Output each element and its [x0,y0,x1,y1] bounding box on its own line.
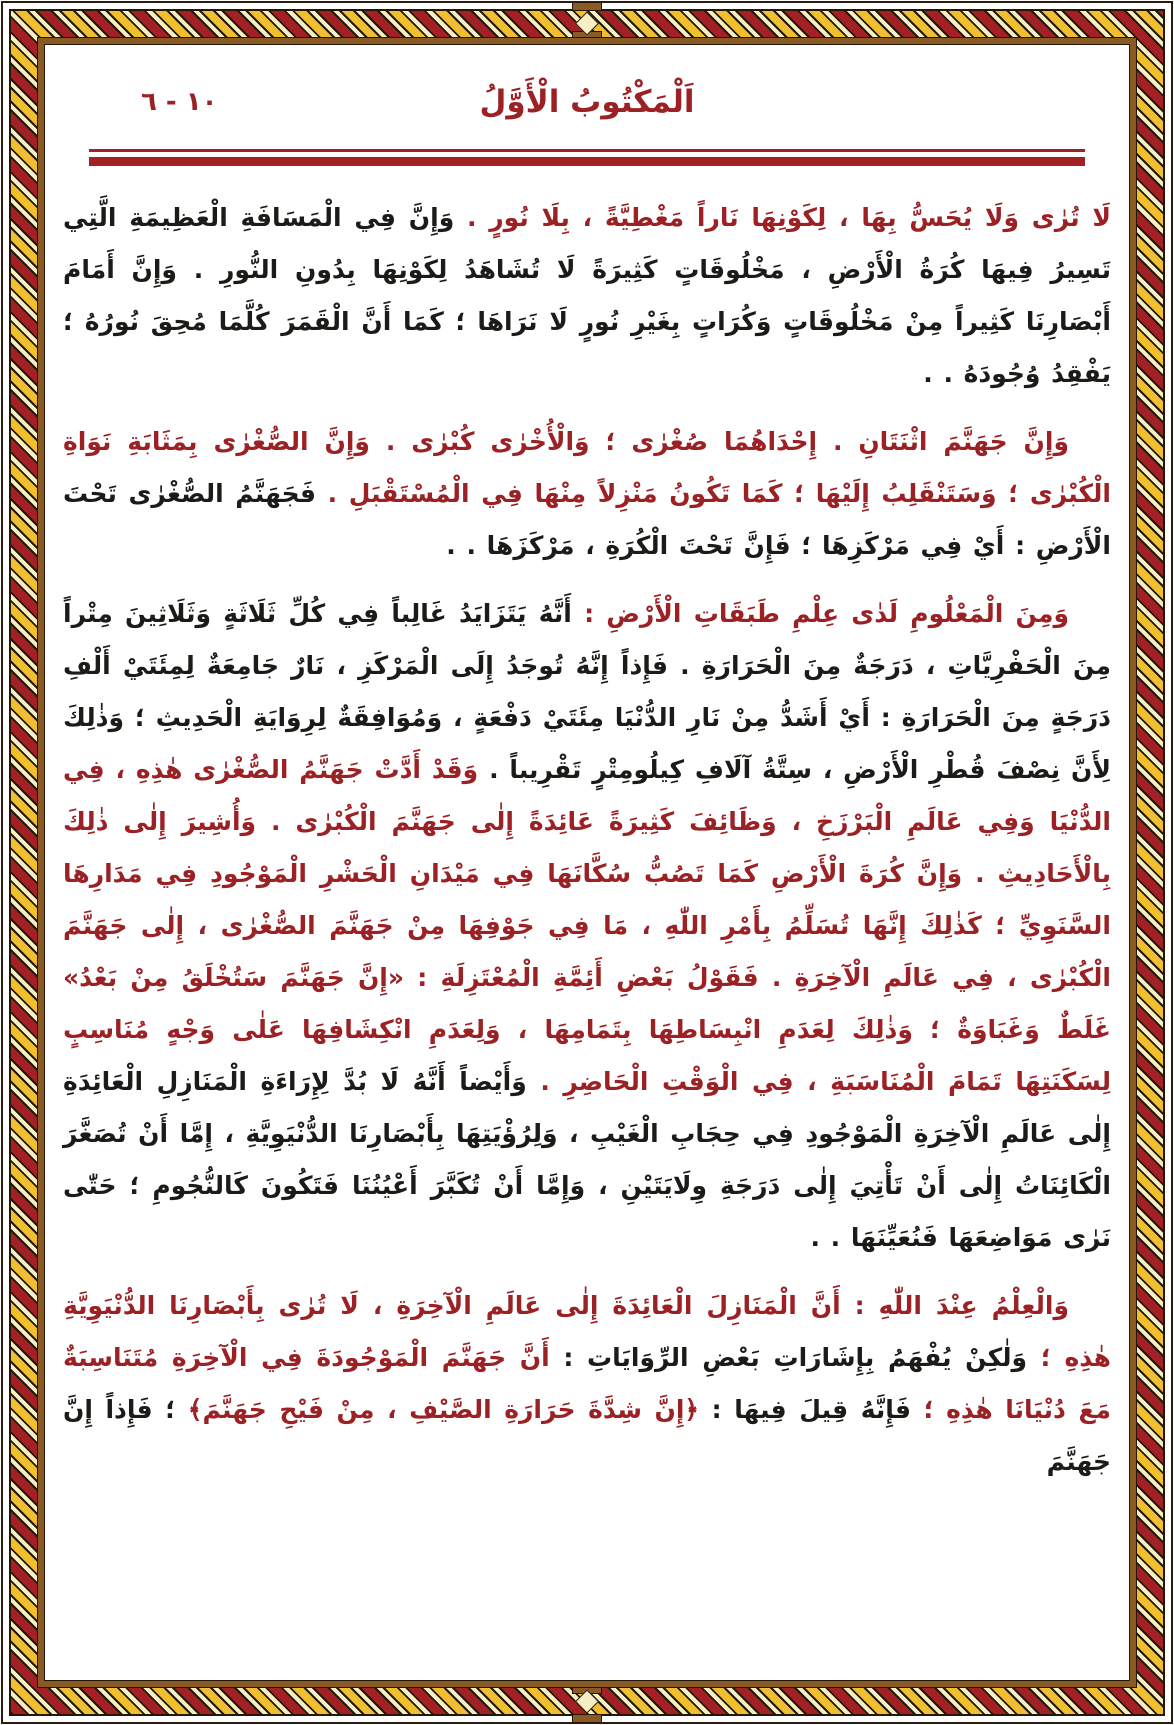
text-segment: وَقَدْ أَدَّتْ جَهَنَّمُ الصُّغْرٰى هٰذِهِ ، فِي الدُّنْيَا وَفِي عَالَمِ الْبَرْزَخِ ، وَظَائِفَ كَثِيرَةً عَائِدَةً إِلٰى جَهَنَّمَ الْكُبْرٰى . وَأُشِيرَ إِلٰى ذٰلِكَ بِالْأَحَادِيثِ . وَإِنَّ كُرَةَ الْأَرْضِ كَمَا تَصُبُّ سُكَّانَهَا فِي مَيْدَانِ الْحَشْرِ الْمَوْجُودِ فِي مَدَارِهَا السَّنَوِيِّ ؛ كَذٰلِكَ إِنَّهَا تُسَلِّمُ بِأَمْرِ اللّٰهِ ، مَا فِي جَوْفِهَا مِنْ جَهَنَّمَ الصُّغْرٰى ، إِلٰى جَهَنَّمَ الْكُبْرٰى ، فِي عَالَمِ الْآخِرَةِ . فَقَوْلُ بَعْضِ أَئِمَّةِ الْمُعْتَزِلَةِ : «إِنَّ جَهَنَّمَ سَتُخْلَقُ مِنْ بَعْدُ» غَلَطٌ وَغَبَاوَةٌ ؛ وَذٰلِكَ لِعَدَمِ انْبِسَاطِهَا بِتَمَامِهَا ، وَلِعَدَمِ انْكِشَافِهَا عَلٰى وَجْهٍ مُنَاسِبٍ لِسَكَنَتِهَا تَمَامَ الْمُنَاسَبَةِ ، فِي الْوَقْتِ الْحَاضِرِ . [63,755,1111,1096]
text-segment: ؛ فَإِذاً إِنَّ جَهَنَّمَ [63,1395,1111,1476]
body-paragraph-1 [63,192,1111,400]
text-segment: وَإِنَّ فِي الْمَسَافَةِ الْعَظِيمَةِ الَّتِي تَسِيرُ فِيهَا كُرَةُ الْأَرْضِ ، مَخْلُوقَاتٍ كَثِيرَةً لَا تُشَاهَدُ لِكَوْنِهَا بِدُونِ النُّورِ . وَإِنَّ أَمَامَ أَبْصَارِنَا كَثِيراً مِنْ مَخْلُوقَاتٍ وَكُرَاتٍ بِغَيْرِ نُورٍ لَا نَرَاهَا ؛ كَمَا أَنَّ الْقَمَرَ كُلَّمَا مُحِقَ نُورُهُ ؛ يَفْقِدُ وُجُودَهُ . . [63,203,1111,388]
page-number: ١٠ - ٦ [141,87,218,117]
page-content [45,45,1129,1680]
body-text [63,192,1111,1488]
body-paragraph-3 [63,588,1111,1264]
text-segment: أَنَّهُ يَتَزَايَدُ غَالِباً فِي كُلِّ ثَلَاثَةٍ وَثَلَاثِينَ مِتْراً مِنَ الْحَفْرِيَّاتِ ، دَرَجَةٌ مِنَ الْحَرَارَةِ . فَإِذاً إِنَّهُ تُوجَدُ إِلَى الْمَرْكَزِ ، نَارٌ جَامِعَةٌ لِمِئَتَيْ أَلْفِ دَرَجَةٍ مِنَ الْحَرَارَةِ : أَيْ أَشَدُّ مِنْ نَارِ الدُّنْيَا مِئَتَيْ دَفْعَةٍ ، وَمُوَافِقَةٌ لِرِوَايَةِ الْحَدِيثِ ؛ وَذٰلِكَ لِأَنَّ نِصْفَ قُطْرِ الْأَرْضِ ، سِتَّةُ آلَافِ كِيلُومِتْرٍ تَقْرِيباً . [63,599,1111,784]
body-paragraph-4 [63,1280,1111,1488]
text-segment: لَا تُرٰى وَلَا يُحَسُّ بِهَا ، لِكَوْنِهَا نَاراً مَغْطِيَّةً ، بِلَا نُورٍ . [454,203,1112,232]
text-segment: وَأَيْضاً أَنَّهُ لَا بُدَّ لِإِرَاءَةِ الْمَنَازِلِ الْعَائِدَةِ إِلٰى عَالَمِ الْآخِرَةِ الْمَوْجُودِ فِي حِجَابِ الْغَيْبِ ، وَلِرُؤْيَتِهَا بِأَبْصَارِنَا الدُّنْيَوِيَّةِ ، إِمَّا أَنْ تُصَغَّرَ الْكَائِنَاتُ إِلٰى أَنْ تَأْتِيَ إِلٰى دَرَجَةِ وِلَايَتَيْنِ ، وَإِمَّا أَنْ تُكَبَّرَ أَعْيُنُنَا فَتَكُونَ كَالنُّجُومِ ؛ حَتّٰى نَرٰى مَوَاضِعَهَا فَنُعَيِّنَهَا . . [63,1067,1111,1252]
border-center-tab-top-outer [572,2,602,11]
text-segment: وَلٰكِنْ يُفْهَمُ بِإِشَارَاتِ بَعْضِ الرِّوَايَاتِ : [549,1343,1028,1372]
page-header [63,71,1111,133]
text-segment: أَنَّ جَهَنَّمَ الْمَوْجُودَةَ فِي الْآخِرَةِ مُتَنَاسِبَةٌ مَعَ دُنْيَانَا هٰذِهِ ؛ [63,1343,1111,1424]
page-title: اَلْمَكْتُوبُ الْأَوَّلُ [479,84,695,120]
header-rule [89,149,1085,166]
border-center-tab-bottom-outer [572,1714,602,1723]
text-segment: وَمِنَ الْمَعْلُومِ لَدٰى عِلْمِ طَبَقَاتِ الْأَرْضِ : [571,599,1070,628]
text-segment: وَإِنَّ جَهَنَّمَ اثْنَتَانِ . إِحْدَاهُمَا صُغْرٰى ؛ وَالْأُخْرٰى كُبْرٰى . وَإِنَّ الصُّغْرٰى بِمَثَابَةِ نَوَاةِ الْكُبْرٰى ؛ وَسَتَنْقَلِبُ إِلَيْهَا ؛ كَمَا تَكُونُ مَنْزِلاً مِنْهَا فِي الْمُسْتَقْبَلِ . [63,427,1111,508]
header-rule-thick-line [89,157,1085,166]
body-paragraph-2 [63,416,1111,572]
text-segment: فَجَهَنَّمُ الصُّغْرٰى تَحْتَ الْأَرْضِ : أَيْ فِي مَرْكَزِهَا ؛ فَإِنَّ تَحْتَ الْكُرَةِ ، مَرْكَزَهَا . . [63,479,1111,560]
text-segment quran-quote: ﴿إِنَّ شِدَّةَ حَرَارَةِ الصَّيْفِ ، مِنْ فَيْحِ جَهَنَّمَ﴾ [175,1395,700,1424]
text-segment: وَالْعِلْمُ عِنْدَ اللّٰهِ : أَنَّ الْمَنَازِلَ الْعَائِدَةَ إِلٰى عَالَمِ الْآخِرَةِ ، لَا تُرٰى بِأَبْصَارِنَا الدُّنْيَوِيَّةِ هٰذِهِ ؛ [63,1291,1111,1372]
text-segment: فَإِنَّهُ قِيلَ فِيهَا : [699,1395,912,1424]
